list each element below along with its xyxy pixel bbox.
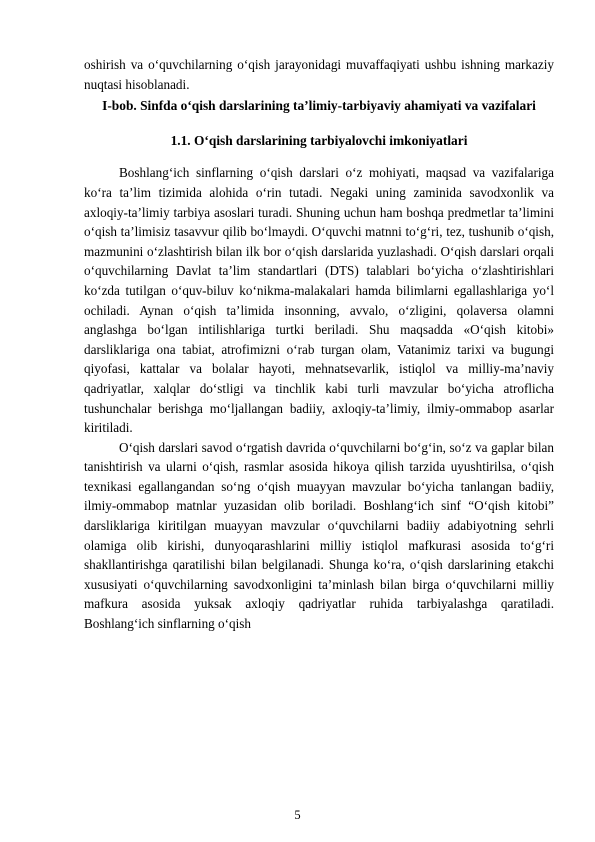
section-title: 1.1. O‘qish darslarining tarbiyalovchi imkoniyatlari — [170, 132, 468, 148]
page-number: 5 — [294, 808, 301, 822]
body-paragraph-2: O‘qish darslari savod o‘rgatish davrida o‘quvchilarni bo‘g‘in, so‘z va gaplar bilan tanishtirish va ularni o‘qish, rasmlar asosida hikoya qilish tarzida uyushtirilsa, o‘qish texnikasi egallangandan so‘ng o‘qish muayyan mavzular bo‘yicha tanlangan badiiy, ilmiy-ommabop matnlar yuzasidan olib boriladi. Boshlang‘ich sinf “O‘qish kitobi” darsliklariga kiritilgan muayyan mavzular o‘quvchilarni badiiy adabiyotning sehrli olamiga olib kirishi, dunyoqarashlarini milliy istiqlol mafkurasi asosida to‘g‘ri shakllantirishga qaratilishi bilan belgilanadi. Shunga ko‘ra, o‘qish darslarining etakchi xususiyati o‘quvchilarning savodxonligini ta’minlash bilan birga o‘quvchilarni milliy mafkura asosida yuksak axloqiy qadriyatlar ruhida tarbiyalashga qaratiladi. Boshlang‘ich sinflarning o‘qish — [84, 439, 554, 632]
chapter-title: I-bob. Sinfda o‘qish darslarining ta’limiy-tarbiyaviy ahamiyati va vazifalari — [102, 98, 536, 114]
page-content — [84, 55, 554, 634]
intro-paragraph: oshirish va o‘quvchilarning o‘qish jarayonidagi muvaffaqiyati ushbu ishning markaziy nuqtasi hisoblanadi. — [84, 57, 554, 92]
body-paragraph-1: Boshlang‘ich sinflarning o‘qish darslari o‘z mohiyati, maqsad va vazifalariga ko‘ra ta’lim tizimida alohida o‘rin tutadi. Negaki uning zaminida savodxonlik va axloqiy-ta’limiy tarbiya asoslari turadi. Shuning uchun ham boshqa predmetlar ta’limini o‘qish ta’limisiz tasavvur qilib bo‘lmaydi. O‘quvchi matnni to‘g‘ri, tez, tushunib o‘qish, mazmunini o‘zlashtirish bilan ilk bor o‘qish darslarida yuzlashadi. O‘qish darslari orqali o‘quvchilarning Davlat ta’lim standartlari (DTS) talablari bo‘yicha o‘zlashtirishlari ko‘zda tutilgan o‘quv-biluv ko‘nikma-malakalari hamda bilimlarni egallashlariga yo‘l ochiladi. Aynan o‘qish ta’limida insonning, avvalo, o‘zligini, qolaversa olamni anglashga bo‘lgan intilishlariga turtki beriladi. Shu maqsadda «O‘qish kitobi» darsliklariga ona tabiat, atrofimizni o‘rab turgan olam, Vatanimiz tarixi va bugungi qiyofasi, kattalar va bolalar hayoti, mehnatsevarlik, istiqlol va milliy-ma’naviy qadriyatlar, xalqlar do‘stligi va tinchlik kabi turli mavzular bo‘yicha atroflicha tushunchalar berishga mo‘ljallangan badiiy, axloqiy-ta’limiy, ilmiy-ommabop asarlar kiritiladi. — [84, 165, 554, 436]
